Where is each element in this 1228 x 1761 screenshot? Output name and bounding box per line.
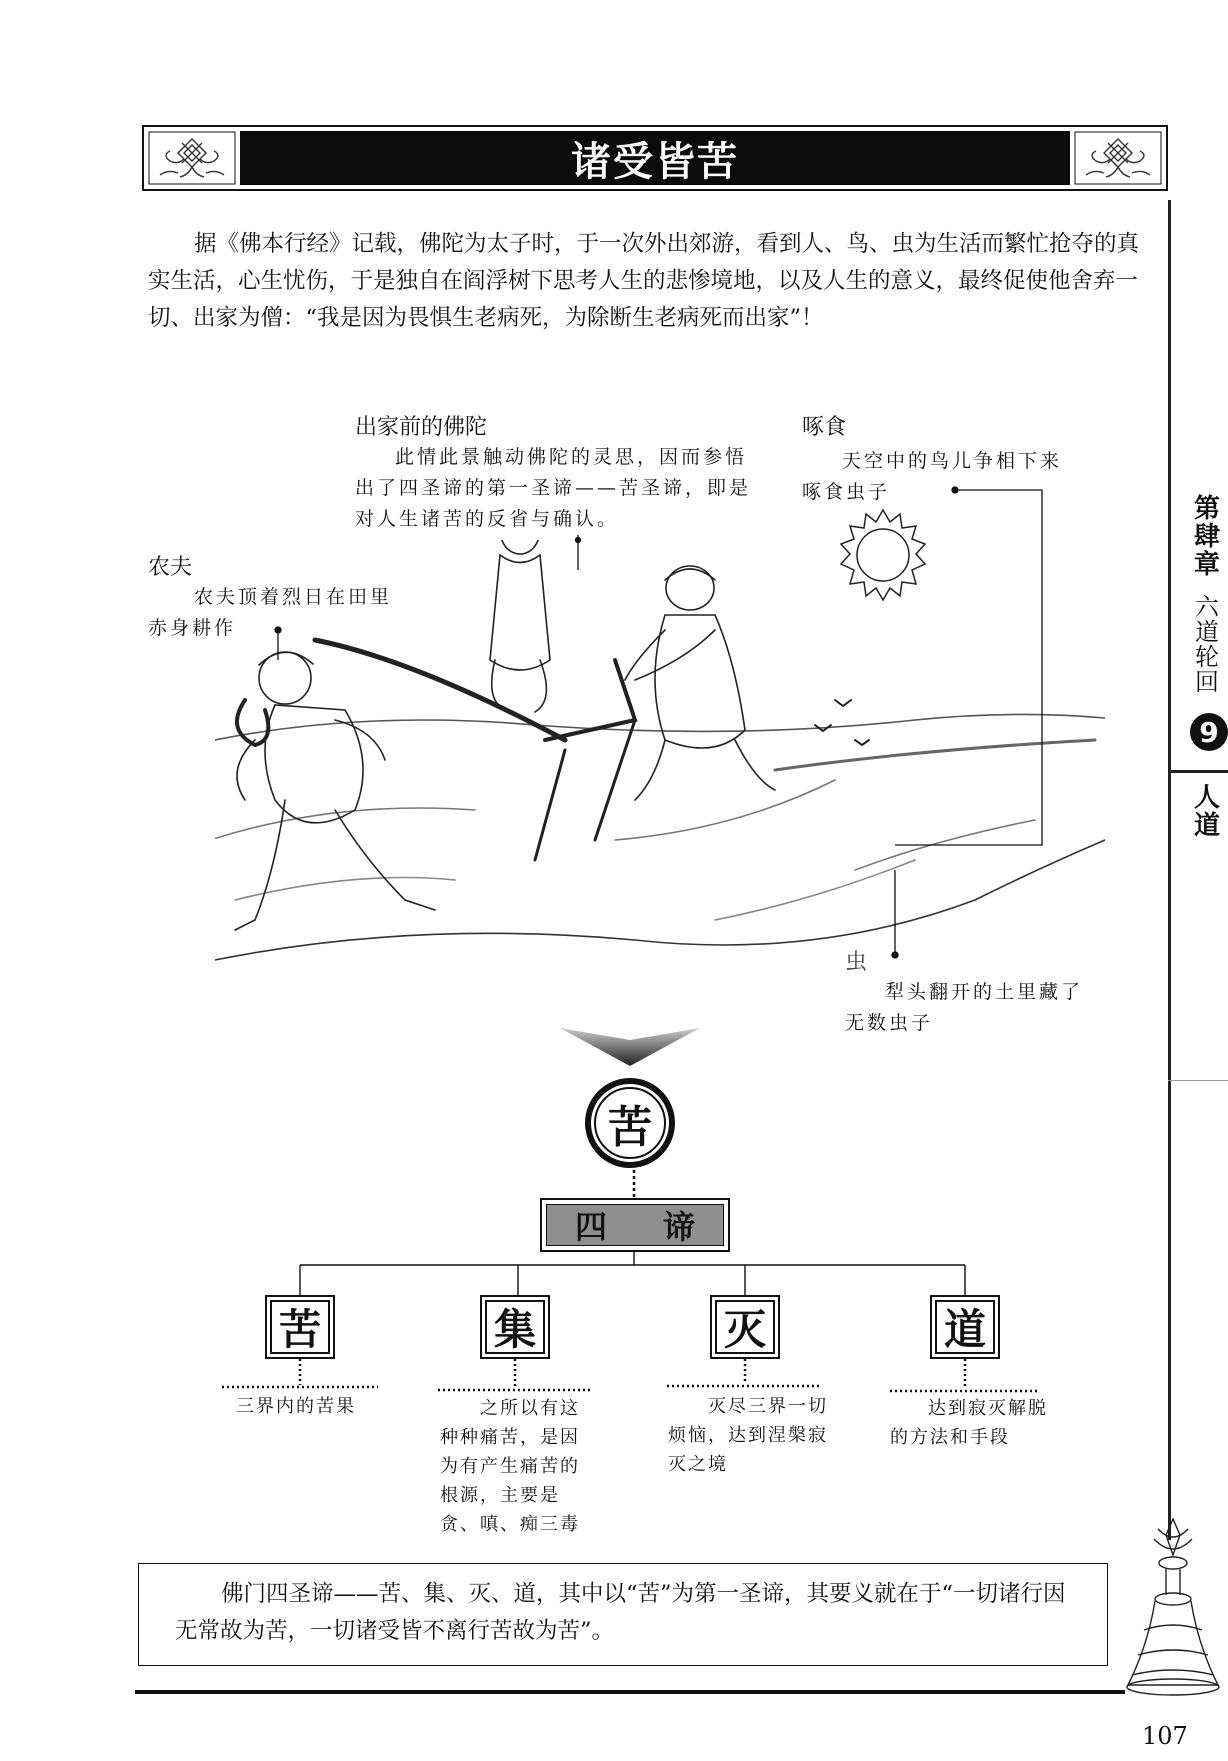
caption-buddha-body: 此情此景触动佛陀的灵思，因而参悟出了四圣谛的第一圣谛——苦圣谛，即是对人生诸苦的反省与确认。 — [355, 446, 752, 530]
caption-pecking-title: 啄食 — [802, 415, 847, 440]
truth-desc-suffering: 三界内的苦果 — [236, 1396, 356, 1417]
vajra-bell-icon — [1118, 1515, 1228, 1705]
caption-farmer-body: 农夫顶着烈日在田里赤身耕作 — [148, 586, 393, 639]
sidebar-vertical-rule — [1168, 200, 1171, 1540]
sidebar-section: 六道轮回 — [1195, 593, 1219, 696]
truth-desc-origin: 之所以有这种种痛苦，是因为有产生痛苦的根源，主要是贪、嗔、痴三毒 — [440, 1398, 580, 1535]
four-noble-truths-label — [546, 1204, 724, 1246]
title-banner — [142, 125, 1168, 191]
intro-paragraph: 据《佛本行经》记载，佛陀为太子时，于一次外出郊游，看到人、鸟、虫为生活而繁忙抢夺的真实生活，心生忧伤，于是独自在阎浮树下思考人生的悲惨境地，以及人生的意义，最终促使他舍弃一切、出家为僧：“我是因为畏惧生老病死，为除断生老病死而出家”！ — [148, 231, 1140, 331]
page-number: 107 — [1142, 1722, 1188, 1750]
suffering-circle — [585, 1078, 675, 1168]
endless-knot-right-ornament — [1074, 131, 1162, 185]
truth-char-suffering: 苦 — [270, 1300, 330, 1354]
truth-box-origin — [480, 1295, 550, 1359]
caption-pecking-body: 天空中的鸟儿争相下来啄食虫子 — [802, 450, 1063, 503]
title-black-band — [240, 131, 1070, 185]
four-truths-char-1: 四 — [574, 1208, 607, 1246]
truth-char-origin: 集 — [485, 1300, 545, 1354]
bottom-rule — [135, 1690, 1125, 1694]
caption-insect-body: 犁头翻开的土里藏了无数虫子 — [845, 981, 1084, 1034]
sidebar-divider — [1168, 770, 1228, 773]
caption-buddha-title: 出家前的佛陀 — [355, 415, 488, 440]
truth-char-path: 道 — [935, 1300, 995, 1354]
four-truths-char-2: 谛 — [662, 1208, 695, 1246]
suffering-character: 苦 — [594, 1087, 666, 1159]
sidebar-chapter: 第肆章 — [1193, 494, 1220, 580]
four-noble-truths-box — [540, 1198, 730, 1252]
truth-char-cessation: 灭 — [715, 1300, 775, 1354]
page-title: 诸受皆苦 — [571, 138, 739, 185]
caption-insect-title: 虫 — [845, 950, 868, 975]
truth-box-cessation — [710, 1295, 780, 1359]
truth-desc-path: 达到寂灭解脱的方法和手段 — [890, 1398, 1048, 1448]
truth-desc-cessation: 灭尽三界一切烦恼，达到涅槃寂灭之境 — [668, 1396, 828, 1475]
sun-icon — [828, 500, 938, 610]
truth-box-suffering — [265, 1295, 335, 1359]
summary-box: 佛门四圣谛——苦、集、灭、道，其中以“苦”为第一圣谛，其要义就在于“一切诸行因无常故为苦，一切诸受皆不离行苦故为苦”。 — [138, 1563, 1108, 1666]
down-arrow-icon — [560, 1018, 700, 1068]
endless-knot-left-ornament — [148, 131, 236, 185]
sidebar-section-number: 9 — [1190, 713, 1228, 751]
truth-box-path — [930, 1295, 1000, 1359]
sidebar-topic: 人道 — [1193, 783, 1220, 841]
caption-farmer-title: 农夫 — [148, 555, 193, 580]
sidebar-divider-thin — [1168, 1080, 1228, 1081]
